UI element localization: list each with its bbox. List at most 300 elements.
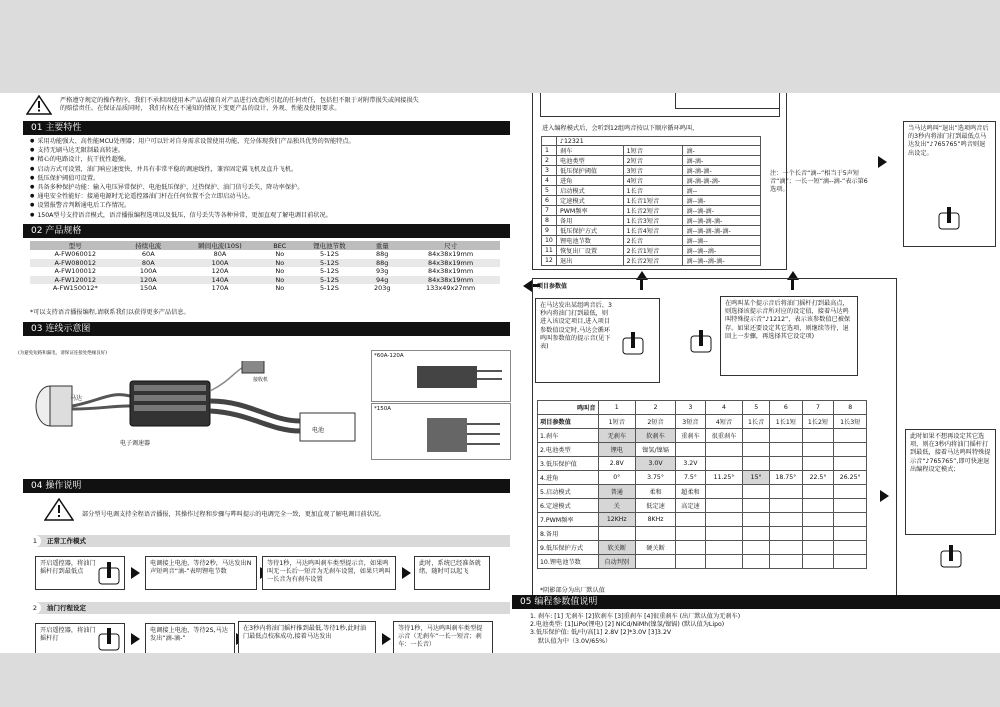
joystick-icon (690, 328, 712, 354)
spec-cell: 5-12S (296, 276, 364, 285)
param-value: 软刹车 (635, 429, 675, 443)
param-value (635, 555, 675, 569)
prog-cell: 2长音2短音 (623, 256, 683, 266)
feature-item: ● 采用功能强大、高性能MCU处理器；用户可以针对自身需求设置使用功能，充分体现我们产品独具优势的智能特点。 (30, 137, 500, 146)
param-value: 普通 (598, 485, 635, 499)
param-value (676, 527, 706, 541)
prog-cell: 2长音 (623, 236, 683, 246)
prog-cell: 7 (542, 206, 557, 216)
param-value (705, 499, 742, 513)
arrow-right-icon (880, 490, 889, 502)
feature-item: ● 150A型号支持语音模式，语音播报编程选项以及低压，信号丢失等各种异常，更加直观了解电调目前状况。 (30, 211, 500, 220)
prog-cell: 6 (542, 196, 557, 206)
step-1-bar (32, 535, 510, 547)
table-row (542, 196, 761, 206)
param-value: 高定速 (676, 499, 706, 513)
flow1-box-2: 电调接上电池，等待2秒，马达发出N声短鸣音“滴-”表明锂电节数 (145, 556, 257, 590)
table-row (538, 527, 867, 541)
prog-cell: 备用 (557, 216, 624, 226)
param-value (802, 499, 834, 513)
spec-row (30, 250, 500, 259)
spec-cell: 84x38x19mm (401, 259, 500, 268)
prog-cell: 1长音3短音 (623, 216, 683, 226)
spec-cell: 203g (373, 284, 391, 293)
param-value (705, 457, 742, 471)
spec-cell: A-FW100012 (54, 267, 97, 276)
battery-label: 电池 (312, 427, 325, 434)
param-value (705, 555, 742, 569)
sec05-line: 默认值为中（3.0V/65%） (538, 637, 612, 645)
wiring-diagram (30, 361, 370, 471)
param-right-text: 在鸣叫某个提示音后将油门摇杆打到最高点，则选择该提示音所对应的设定值，接着马达鸣叫特殊提示音“♪1212”，表示该参数值已被保存。如果还要设定其它选项，则继续等待，退回上一步骤，再选择其它设定项) (725, 300, 851, 340)
spec-row (30, 284, 500, 293)
sec05-lines (530, 613, 990, 646)
prog-cell: 8 (542, 216, 557, 226)
param-value: 8KHz (635, 513, 675, 527)
inset-150-label: *150A (374, 406, 392, 412)
spec-note: *可以支持语音播报编程,请联系我们以获得更多产品信息。 (30, 309, 190, 316)
spec-cell: 94g (363, 276, 401, 285)
prog-cell: 电池类型 (557, 156, 624, 166)
spec-cell: 88g (363, 259, 401, 268)
sec05-line: 2.电池类型: [1]LiPo(锂电) [2] NiCd/NiMh(镍氢/镍镉) (默认值为Lipo) (530, 621, 725, 629)
intro-text (60, 97, 510, 113)
param-tones-row (538, 415, 867, 429)
param-row-label: 2.电池类型 (538, 443, 599, 457)
prog-cell: 滴-- (683, 186, 761, 196)
table-row (538, 457, 867, 471)
param-value: 3.75° (635, 471, 675, 485)
param-tone: 4短音 (705, 415, 742, 429)
param-value (705, 513, 742, 527)
sec05-line: 1. 刹车: [1] 无刹车 [2]软刹车 [3]重刹车 [4]很重刹车 (出厂默认值为无刹车) (530, 613, 741, 620)
param-value (802, 541, 834, 555)
param-row-label: 4.进角 (538, 471, 599, 485)
feature-item: ● 具备多种保护功能：输入电压异常保护、电池低压保护、过热保护、油门信号丢失，降功率保护。 (30, 183, 500, 192)
param-value (676, 513, 706, 527)
spec-cell: No (275, 267, 285, 276)
param-value (705, 527, 742, 541)
param-value: 22.5° (802, 471, 834, 485)
param-col-num: 2 (635, 401, 675, 415)
param-value (802, 443, 834, 457)
param-row-label: 9.低压保护方式 (538, 541, 599, 555)
param-value: 15° (743, 471, 770, 485)
prog-cell: 1 (542, 146, 557, 156)
param-tone: 1长1短 (770, 415, 803, 429)
param-row-label: 8.备用 (538, 527, 599, 541)
param-tone: 2短音 (635, 415, 675, 429)
param-body (538, 429, 867, 569)
param-row-label: 5.启动模式 (538, 485, 599, 499)
param-col-num: 7 (802, 401, 834, 415)
param-value (676, 541, 706, 555)
param-value (802, 555, 834, 569)
param-value: 2.8V (598, 457, 635, 471)
table-row (538, 443, 867, 457)
step-number: 2 (29, 602, 41, 614)
prog-cell: 锂电池节数 (557, 236, 624, 246)
param-row-label: 1.刹车 (538, 429, 599, 443)
section-01-header: 01 主要特性 (23, 121, 510, 135)
spec-cell: A-FW120012 (30, 276, 121, 285)
param-col-num: 6 (770, 401, 803, 415)
esc-small-image (372, 361, 508, 399)
prog-cell: 滴--滴-滴-滴- (683, 216, 761, 226)
param-col-num: 5 (743, 401, 770, 415)
spec-cell: A-FW060012 (54, 250, 97, 259)
prog-cell: 进角 (557, 176, 624, 186)
param-value (743, 443, 770, 457)
prog-cell: 3 (542, 166, 557, 176)
param-value (705, 443, 742, 457)
param-value: 7.5° (676, 471, 706, 485)
param-value: 低定速 (635, 499, 675, 513)
spec-cell: 93g (376, 267, 389, 276)
param-value (770, 443, 803, 457)
feature-item: ● 精心的电路设计，抗干扰性超强。 (30, 155, 500, 164)
top-margin (0, 0, 1000, 93)
prog-cell: 滴--滴-滴-滴-滴- (683, 226, 761, 236)
param-value (802, 457, 834, 471)
section-04-header: 04 操作说明 (23, 479, 510, 493)
arrow-right-icon (131, 633, 140, 645)
prog-header-row (542, 137, 761, 146)
prog-cell: 低压保护方式 (557, 226, 624, 236)
joystick-icon (938, 205, 960, 231)
param-value (834, 499, 867, 513)
param-value: 3.0V (635, 457, 675, 471)
spec-table (30, 241, 500, 293)
exit-note-text: 当马达鸣叫“退出”选项鸣音后的3秒内将油门打到最低点马达发出“♪765765”鸣音则退出设定。 (908, 125, 989, 157)
table-row (542, 246, 761, 256)
param-value (743, 541, 770, 555)
table-row (542, 216, 761, 226)
spec-cell: 100A (176, 259, 264, 268)
prog-cell: 11 (542, 246, 557, 256)
param-col-num: 4 (705, 401, 742, 415)
inset-60-120-label: *60A-120A (374, 353, 404, 359)
prog-cell: 2长音1短音 (623, 246, 683, 256)
flow2-text-1: 开启遥控器，将油门摇杆打 (40, 627, 96, 643)
prog-cell: 滴--滴--滴-滴- (683, 256, 761, 266)
prog-cell: 滴-滴-滴- (683, 166, 761, 176)
param-row-label: 6.定速模式 (538, 499, 599, 513)
param-value: 软关断 (598, 541, 635, 555)
spec-col-header: 型号 (30, 241, 121, 250)
prog-cell: 1长音4短音 (623, 226, 683, 236)
table-row (538, 555, 867, 569)
param-value: 26.25° (834, 471, 867, 485)
spec-cell: 84x38x19mm (401, 276, 500, 285)
param-value (743, 457, 770, 471)
spec-cell: 5-12S (319, 267, 339, 276)
quit-note-text: 此时如果不想再设定其它选项，则在3秒内将油门摇杆打到最低，接着马达鸣叫特殊提示音“♪765765”,即可快速退出编程设定模式； (910, 433, 991, 473)
bottom-margin (0, 653, 1000, 707)
param-value: 重刹车 (676, 429, 706, 443)
param-value (743, 527, 770, 541)
spec-cell: A-FW080012 (30, 259, 121, 268)
flow2-box-3: 在3秒内将油门摇杆推到最低,等待1秒,此时油门最低点校准成功,接着马达发出 (238, 621, 376, 653)
param-value: 硬关断 (635, 541, 675, 555)
spec-row (30, 267, 500, 276)
joystick-icon (98, 626, 120, 652)
param-value (770, 555, 803, 569)
param-value (705, 541, 742, 555)
table-row (542, 146, 761, 156)
param-value (770, 513, 803, 527)
param-value: 11.25° (705, 471, 742, 485)
param-left-text: 在马达发出某组鸣音后，3秒内将油门打到最低，则进入该设定项目,进入项目参数值设定时,马达会循环鸣叫参数值的提示音(见下表) (540, 302, 612, 351)
battery-shape (300, 413, 355, 441)
param-value (834, 429, 867, 443)
spec-cell: A-FW150012* (52, 284, 98, 293)
table-row (538, 471, 867, 485)
flow2-box-2: 电调接上电池，等待2S,马达发出“滴-滴-” (145, 623, 235, 653)
spec-col-header: 重量 (363, 241, 401, 250)
wiring-caption: (为避免短路和漏电，请保证连接处绝缘良好) (18, 351, 108, 356)
spec-cell: 5-12S (296, 259, 364, 268)
prog-cell: 1短音 (623, 146, 683, 156)
param-value: 3.2V (676, 457, 706, 471)
table-row (542, 156, 761, 166)
param-value (834, 485, 867, 499)
param-value (834, 513, 867, 527)
param-tone: 1长3短 (834, 415, 867, 429)
param-table (537, 400, 867, 569)
spec-cell: 84x38x19mm (428, 267, 474, 276)
inset-150 (371, 403, 511, 460)
param-value (802, 485, 834, 499)
param-tone: 1长音 (743, 415, 770, 429)
arrow-right-icon (382, 633, 391, 645)
param-value: 柔和 (635, 485, 675, 499)
spec-cell: No (275, 284, 285, 293)
prog-cell: 1长音 (623, 186, 683, 196)
param-value: 很重刹车 (705, 429, 742, 443)
spec-col-header: 尺寸 (401, 241, 500, 250)
prog-cell: 12 (542, 256, 557, 266)
arrow-right-icon (402, 567, 411, 579)
table-row (538, 429, 867, 443)
prog-cell: 滴-滴- (683, 156, 761, 166)
warning-icon (44, 498, 74, 522)
prog-cell: 9 (542, 226, 557, 236)
arrow-right-icon (878, 156, 887, 168)
param-value: 自动判别 (598, 555, 635, 569)
param-value (635, 527, 675, 541)
spec-cell: 80A (121, 259, 177, 268)
spec-cell: 170A (211, 284, 229, 293)
param-col-num: 3 (676, 401, 706, 415)
spec-cell: 140A (176, 276, 264, 285)
param-row-label: 7.PWM频率 (538, 513, 599, 527)
spec-cell: 84x38x19mm (428, 250, 474, 259)
param-value (770, 499, 803, 513)
table-row (538, 499, 867, 513)
prog-enter-label: 进入编程模式后，会听到12组鸣音按以下顺序循环鸣叫， (542, 125, 699, 132)
prog-cell: PWM频率 (557, 206, 624, 216)
param-header-item: 项目参数值 (538, 415, 599, 429)
prog-cell: 滴--滴-- (683, 236, 761, 246)
features-list (30, 137, 500, 220)
operation-warning: 部分型号电调支持全程语音播报，其操作过程和步骤与哔叫提示的电调完全一致，更加直观了解电调目前状况。 (82, 511, 386, 518)
feature-item: ● 支持无刷马达无限制最高转速。 (30, 146, 500, 155)
section-03-header: 03 连线示意图 (23, 322, 510, 336)
param-value (770, 429, 803, 443)
param-col-num: 1 (598, 401, 635, 415)
param-value (770, 485, 803, 499)
param-value: 镍氢/镍镉 (635, 443, 675, 457)
manual-page (0, 93, 1000, 653)
receiver-label: 接收机 (253, 377, 269, 383)
param-col-num: 8 (834, 401, 867, 415)
param-header-tone: 鸣叫音 (538, 401, 599, 415)
spec-cell: 88g (376, 250, 389, 259)
table-row (542, 176, 761, 186)
param-value (743, 499, 770, 513)
sec05-line: 3.低压保护值: 低/中/高[1] 2.8V [2]*3.0V [3]3.2V (530, 629, 672, 637)
spec-cell: No (264, 276, 296, 285)
intro-line-2: 的赔偿责任。在保证品质同时， 我们有权在不通知的情况下变更产品的设计、外观、性能及使用要求。 (60, 105, 341, 113)
prog-cell: 定速模式 (557, 196, 624, 206)
prog-cell: 退出 (557, 256, 624, 266)
prog-cell: 滴--滴--滴- (683, 246, 761, 256)
quit-note-box (905, 429, 996, 535)
spec-col-header: 持续电流 (121, 241, 177, 250)
esc-label: 电子调速器 (120, 440, 151, 447)
arrow-right-icon (131, 567, 140, 579)
prog-header: ♪12321 (557, 137, 761, 146)
prog-cell: 5 (542, 186, 557, 196)
param-row-label: 10.锂电池节数 (538, 555, 599, 569)
spec-cell: No (264, 259, 296, 268)
prog-cell: 刹车 (557, 146, 624, 156)
param-value (743, 513, 770, 527)
flow2-box-4: 等待1秒，马达鸣叫刹车类型提示音（无刹车“一长一短音；刹车：一长音） (393, 621, 493, 653)
spec-col-header: 锂电池节数 (296, 241, 364, 250)
spec-cell: 80A (213, 250, 227, 259)
param-value: 超柔和 (676, 485, 706, 499)
step-title: 正常工作模式 (47, 537, 86, 545)
spec-cell: 150A (139, 284, 157, 293)
joystick-icon (940, 543, 962, 569)
param-value (770, 457, 803, 471)
spec-cell: No (275, 250, 285, 259)
spec-cell: 133x49x27mm (425, 284, 476, 293)
param-value (598, 527, 635, 541)
spec-header-row (30, 241, 500, 250)
param-value (705, 485, 742, 499)
prog-cell: 2 (542, 156, 557, 166)
param-value (676, 443, 706, 457)
spec-cell: 60A (141, 250, 155, 259)
receiver-shape (242, 361, 264, 373)
inset-60-120 (371, 350, 511, 402)
prog-cell: 10 (542, 236, 557, 246)
prog-cell: 滴--滴-滴- (683, 206, 761, 216)
param-value (834, 443, 867, 457)
prog-cell: 4 (542, 176, 557, 186)
prog-cell: 启动模式 (557, 186, 624, 196)
spec-cell: 120A (121, 276, 177, 285)
joystick-icon (98, 560, 120, 586)
param-value (770, 541, 803, 555)
spec-cell: 5-12S (319, 250, 339, 259)
table-row (542, 236, 761, 246)
param-tone: 3短音 (676, 415, 706, 429)
table-row (542, 256, 761, 266)
table-row (538, 541, 867, 555)
param-tone: 1短音 (598, 415, 635, 429)
prog-note: 注：一个长音“滴--”相当于5声短音“滴”；一长一短“滴--滴-”表示第6选项。 (770, 170, 868, 194)
param-tone: 1长2短 (802, 415, 834, 429)
param-value (834, 541, 867, 555)
prog-cell: 滴--滴- (683, 196, 761, 206)
motor-label: 马达 (70, 395, 83, 402)
section-05-header: 05 编程参数值说明 (512, 595, 1000, 609)
param-row-label: 3.低压保护值 (538, 457, 599, 471)
prog-cell: 2短音 (623, 156, 683, 166)
flow1-box-3: 等待1秒，马达鸣叫刹车类型提示音，如果鸣叫无一长后一短音为无刹车设置，如果只鸣叫一长音为有刹车设置 (262, 556, 396, 590)
prog-cell: 1长音2短音 (623, 206, 683, 216)
param-value: 0° (598, 471, 635, 485)
feature-item: ● 设置报警音判断通电后工作情况。 (30, 201, 500, 210)
spec-row (30, 259, 500, 268)
table-row (538, 485, 867, 499)
spec-row (30, 276, 500, 285)
param-value: 12KHz (598, 513, 635, 527)
flow1-text-1: 开启遥控器，将油门摇杆打到最低点 (40, 560, 96, 576)
prog-cell: 滴- (683, 146, 761, 156)
prog-cell: 1长音1短音 (623, 196, 683, 206)
table-row (542, 206, 761, 216)
step-2-bar (32, 602, 510, 614)
param-value (743, 429, 770, 443)
spec-cell: 120A (211, 267, 229, 276)
prog-cell: 恢复出厂设置 (557, 246, 624, 256)
prog-cell: 滴-滴-滴-滴- (683, 176, 761, 186)
table-row (542, 166, 761, 176)
flow1-box-4: 此时，系统已经准备就绪，随时可以起飞 (414, 556, 490, 590)
param-value (834, 527, 867, 541)
param-value (743, 555, 770, 569)
arrow-left-icon (523, 280, 532, 292)
param-value: 关 (598, 499, 635, 513)
param-value (802, 513, 834, 527)
esc-large-image (372, 414, 508, 456)
param-value: 无刹车 (598, 429, 635, 443)
table-row (542, 226, 761, 236)
param-value (834, 555, 867, 569)
param-value (676, 555, 706, 569)
feature-item: ● 通电安全性能好：接通电源时无论遥控器油门杆在任何位置不会立即启动马达。 (30, 192, 500, 201)
feature-item: ● 启动方式可设置，油门响应速度快，并具有非常平稳的调速线性，兼容固定翼飞机及直升飞机。 (30, 165, 500, 174)
param-value (802, 429, 834, 443)
joystick-icon (622, 330, 644, 356)
spec-col-header: 瞬间电流(10S) (176, 241, 264, 250)
spec-cell: 5-12S (319, 284, 339, 293)
intro-line-1: 严格遵守规定的操作程序。我们不承担因使用本产品或擅自对产品进行改造所引起的任何责任，包括但不限于对附带损失或间接损失 (60, 97, 419, 104)
param-value: 18.75° (770, 471, 803, 485)
prog-cell: 3短音 (623, 166, 683, 176)
param-value (770, 527, 803, 541)
spec-cell: 100A (139, 267, 157, 276)
table-row (538, 513, 867, 527)
step-number: 1 (29, 535, 41, 547)
param-cols-row (538, 401, 867, 415)
feature-item: ● 低压保护阈值可设置。 (30, 174, 500, 183)
